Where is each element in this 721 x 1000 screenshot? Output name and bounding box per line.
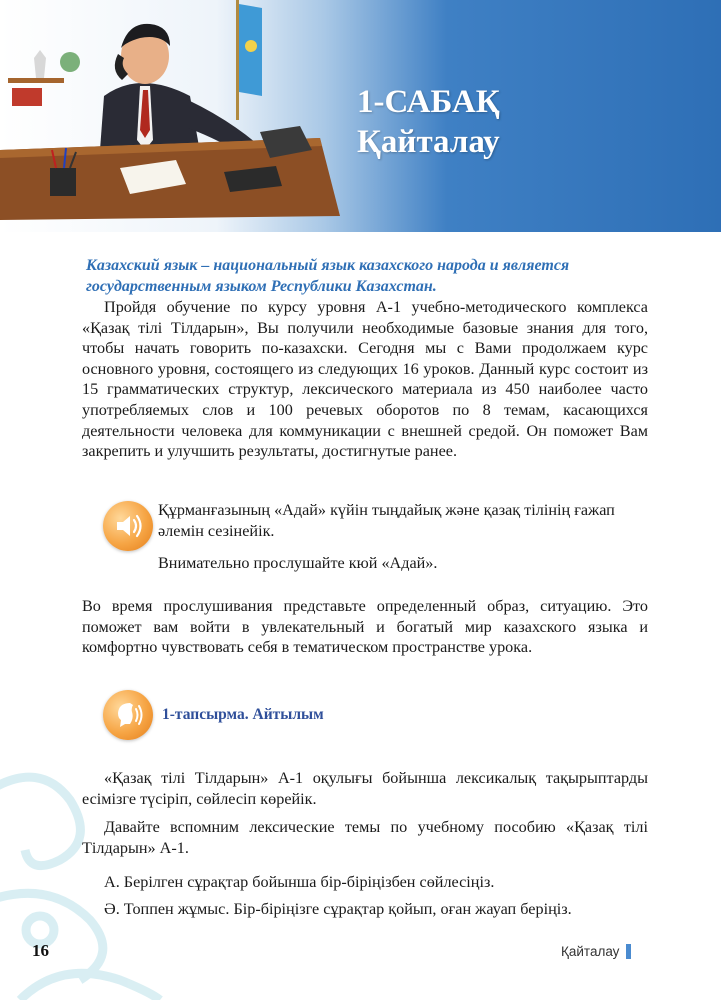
task-item-b: Ә. Топпен жұмыс. Бір-біріңізге сұрақтар қойып, оған жауап беріңіз. [104, 900, 572, 918]
task-paragraph-kz: «Қазақ тілі Тілдарын» А-1 оқулығы бойынша лексикалық тақырыптарды есімізге түсіріп, сөйлесіп көрейік. [82, 769, 648, 808]
page-number: 16 [32, 941, 49, 960]
task-heading: 1-тапсырма. Айтылым [162, 706, 324, 723]
footer-section-title: Қайталау [561, 944, 620, 959]
intro-statement: Казахский язык – национальный язык казахского народа и является государственным языком Республики Казахстан. [86, 257, 570, 295]
office-man-illustration [0, 0, 360, 232]
intro-paragraph: Пройдя обучение по курсу уровня А-1 учебно-методического комплекса «Қазақ тілі Тілдарын», Вы получили необходимые базовые знания для того, чтобы начать говорить по-казахски. Сегодня мы с Вами продолжаем курс основного уровня, состоящего из следующих 16 уроков. Данный курс состоит из 15 грамматических структур, лексического материала из 450 наиболее часто употребляемых слов и 100 речевых оборотов по 8 темам, касающихся деятельности человека для коммуникации с внешней средой. Он поможет Вам закрепить и улучшить результаты, достигнутые ранее. [82, 298, 648, 461]
speaking-icon[interactable] [103, 690, 153, 740]
listening-instruction-kz: Құрманғазының «Адай» күйін тыңдайық және қазақ тілінің ғажап әлемін сезінейік. [158, 501, 615, 540]
lesson-header-banner [0, 0, 721, 232]
lesson-title-block [357, 82, 500, 162]
task-item-a: А. Берілген сұрақтар бойынша бір-біріңізбен сөйлесіңіз. [104, 873, 495, 891]
speaker-icon[interactable] [103, 501, 153, 551]
listening-instruction-ru: Внимательно прослушайте кюй «Адай». [158, 554, 438, 572]
task-paragraph-ru: Давайте вспомним лексические темы по учебному пособию «Қазақ тілі Тілдарын» А-1. [82, 818, 648, 857]
lesson-title: Қайталау [357, 124, 500, 160]
footer-marker [626, 944, 631, 959]
lesson-number: 1-САБАҚ [357, 84, 500, 120]
listening-paragraph: Во время прослушивания представьте определенный образ, ситуацию. Это поможет вам войти в увлекательный и богатый мир казахского языка и комфортно чувствовать себя в тематическом пространстве урока. [82, 597, 648, 657]
